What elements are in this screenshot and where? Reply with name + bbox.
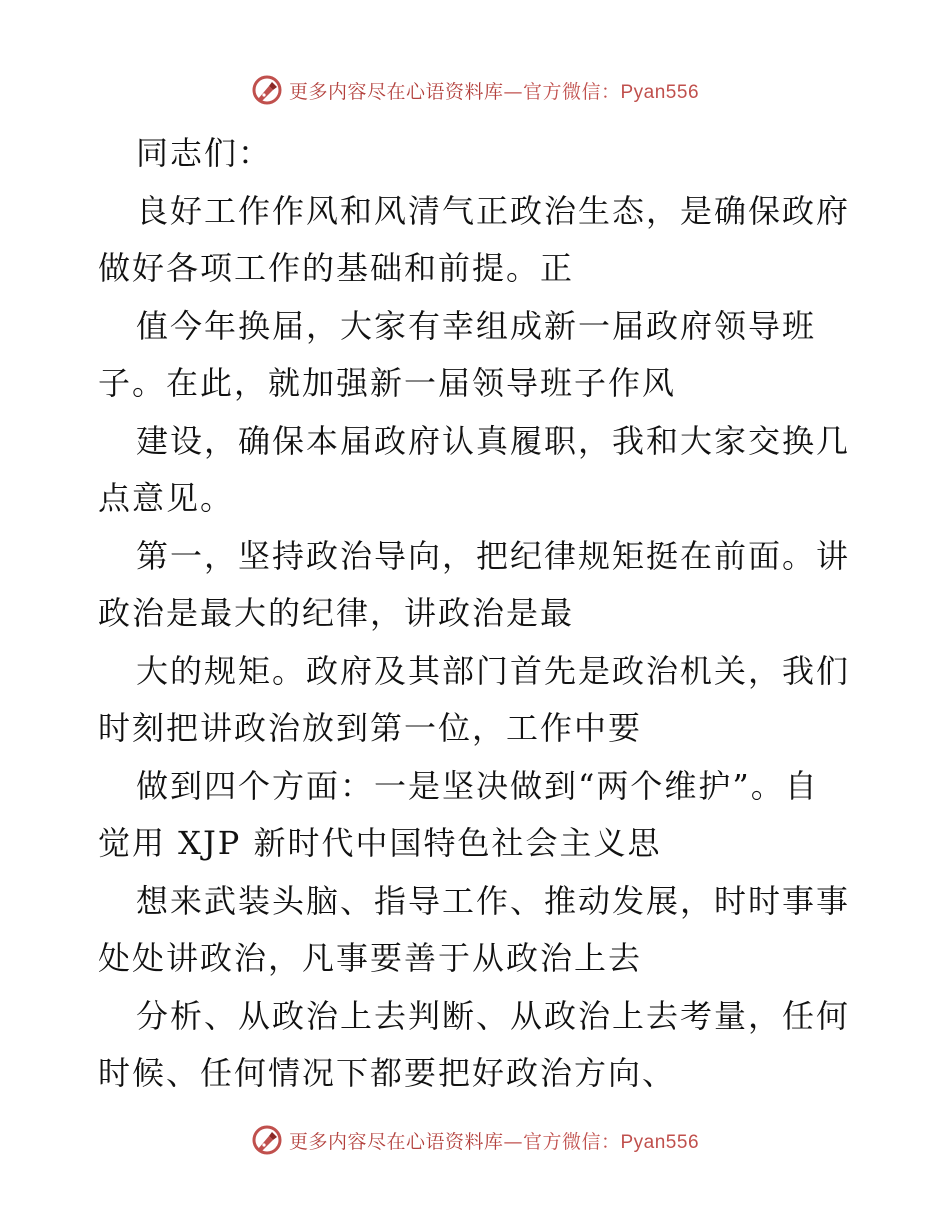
- text-line: 良好工作作风和风清气正政治生态，是确保政府: [136, 191, 851, 230]
- footer-watermark-banner: [0, 1120, 950, 1160]
- watermark-text: 更多内容尽在心语资料库—官方微信：Pyan556: [288, 80, 700, 103]
- watermark-text: 更多内容尽在心语资料库—官方微信：Pyan556: [288, 1130, 700, 1153]
- text-line: 时刻把讲政治放到第一位，工作中要: [98, 709, 643, 747]
- text-line: 觉用 XJP 新时代中国特色社会主义思: [98, 824, 662, 862]
- text-line: 同志们：: [136, 134, 273, 172]
- text-line: 建设，确保本届政府认真履职，我和大家交换几: [136, 421, 851, 460]
- text-line: 子。在此，就加强新一届领导班子作风: [98, 364, 677, 402]
- text-line: 政治是最大的纪律，讲政治是最: [98, 594, 575, 632]
- text-line: 值今年换届，大家有幸组成新一届政府领导班: [136, 306, 817, 345]
- text-line: 分析、从政治上去判断、从政治上去考量，任何: [136, 996, 851, 1035]
- document-body: [98, 125, 858, 1103]
- pen-nib-logo-icon: [251, 74, 283, 106]
- text-line: 做到四个方面：一是坚决做到“两个维护”。自: [136, 766, 819, 805]
- text-line: 处处讲政治，凡事要善于从政治上去: [98, 939, 643, 977]
- pen-nib-logo-icon: [251, 1124, 283, 1156]
- text-line: 时候、任何情况下都要把好政治方向、: [98, 1054, 677, 1092]
- text-line: 点意见。: [98, 479, 235, 517]
- text-line: 第一，坚持政治导向，把纪律规矩挺在前面。讲: [136, 536, 851, 575]
- header-watermark-banner: [0, 70, 950, 110]
- text-line: 做好各项工作的基础和前提。正: [98, 249, 575, 287]
- text-line: 大的规矩。政府及其部门首先是政治机关，我们: [136, 651, 851, 690]
- text-line: 想来武装头脑、指导工作、推动发展，时时事事: [136, 881, 851, 920]
